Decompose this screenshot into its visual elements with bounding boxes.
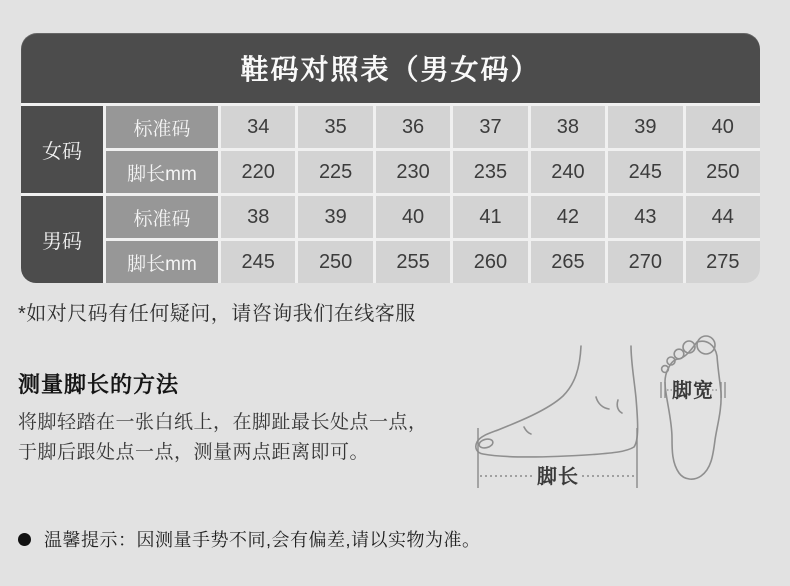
measure-method-line1: 将脚轻踏在一张白纸上，在脚趾最长处点一点， — [18, 412, 428, 433]
table-cell-value: 38 — [531, 106, 605, 148]
table-cell-value: 265 — [531, 241, 605, 283]
table-cell-row-label: 标准码 — [106, 106, 218, 148]
foot-measure-illustration — [450, 330, 760, 495]
chart-title: 鞋码对照表（男女码） — [240, 54, 541, 85]
table-cell-row-label: 脚长mm — [106, 241, 218, 283]
table-cell-value: 220 — [221, 151, 295, 193]
table-cell-value: 225 — [298, 151, 372, 193]
table-cell-value: 38 — [221, 196, 295, 238]
table-cell-value: 245 — [608, 151, 682, 193]
table-cell-value: 34 — [221, 106, 295, 148]
table-cell-value: 44 — [686, 196, 760, 238]
table-cell-value: 40 — [376, 196, 450, 238]
table-cell-value: 37 — [453, 106, 527, 148]
chart-header — [21, 33, 760, 103]
table-cell-value: 245 — [221, 241, 295, 283]
table-cell-value: 42 — [531, 196, 605, 238]
footprint-illustration — [662, 336, 722, 479]
bullet-icon — [18, 533, 31, 546]
table-cell-value: 235 — [453, 151, 527, 193]
table-cell-value: 36 — [376, 106, 450, 148]
table-cell-value: 275 — [686, 241, 760, 283]
table-cell-value: 240 — [531, 151, 605, 193]
size-question-note: *如对尺码有任何疑问，请咨询我们在线客服 — [18, 303, 416, 325]
table-cell-value: 39 — [298, 196, 372, 238]
measure-method-title: 测量脚长的方法 — [18, 372, 180, 397]
table-cell-value: 39 — [608, 106, 682, 148]
table-cell-value: 230 — [376, 151, 450, 193]
table-cell-row-label: 标准码 — [106, 196, 218, 238]
table-cell-value: 270 — [608, 241, 682, 283]
table-cell-value: 250 — [686, 151, 760, 193]
table-cell-row-label: 脚长mm — [106, 151, 218, 193]
foot-length-label: 脚长 — [537, 466, 579, 488]
foot-width-label: 脚宽 — [672, 380, 714, 402]
size-table — [21, 103, 760, 283]
table-cell-value: 260 — [453, 241, 527, 283]
foot-side-illustration — [476, 346, 638, 457]
table-cell-value: 40 — [686, 106, 760, 148]
warm-tip — [18, 526, 481, 552]
measure-method-line2: 于脚后跟处点一点，测量两点距离即可。 — [18, 442, 370, 463]
table-cell-value: 255 — [376, 241, 450, 283]
table-cell-value: 35 — [298, 106, 372, 148]
warm-tip-text: 温馨提示：因测量手势不同,会有偏差,请以实物为准。 — [44, 530, 481, 550]
table-cell-value: 41 — [453, 196, 527, 238]
table-cell-value: 250 — [298, 241, 372, 283]
table-cell-value: 43 — [608, 196, 682, 238]
measure-method-text — [18, 408, 428, 468]
table-cell-group-women: 女码 — [21, 106, 103, 193]
table-cell-group-men: 男码 — [21, 196, 103, 283]
